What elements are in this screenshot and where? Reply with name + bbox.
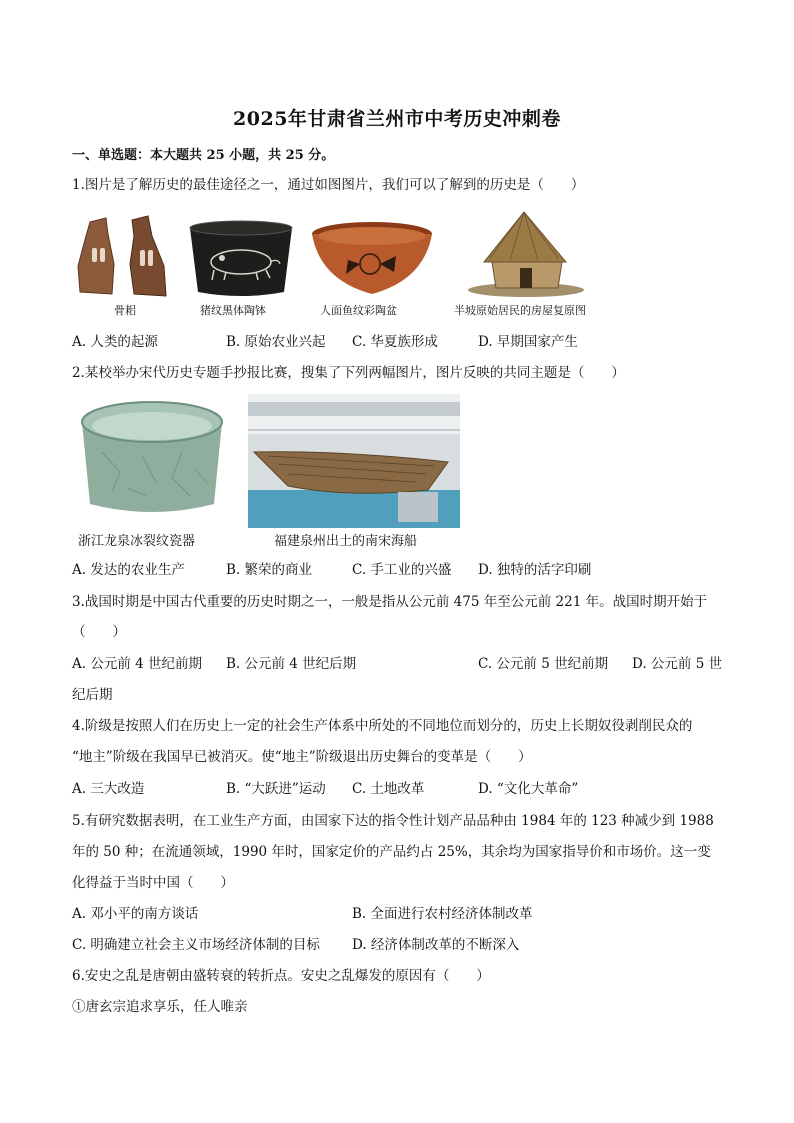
question-3-stem-line2: （ ） (72, 624, 126, 640)
q5-option-b[interactable]: B. 全面进行农村经济体制改革 (352, 906, 533, 922)
caption-bone-spade: 骨耜 (114, 304, 136, 317)
q4-option-a[interactable]: A. 三大改造 (72, 781, 145, 797)
q1-option-c[interactable]: C. 华夏族形成 (352, 334, 438, 350)
question-5-stem-line1: 5.有研究数据表明，在工业生产方面，由国家下达的指令性计划产品品种由 1984 年的 123 种减少到 1988 (72, 813, 714, 829)
question-3-stem-line1: 3.战国时期是中国古代重要的历史时期之一，一般是指从公元前 475 年至公元前 221 年。战国时期开始于 (72, 594, 708, 610)
banpo-house-image (466, 208, 584, 298)
caption-fish-basin: 人面鱼纹彩陶盆 (320, 304, 397, 317)
question-6-item-1: ①唐玄宗追求享乐，任人唯亲 (72, 999, 248, 1015)
question-5-stem-line3: 化得益于当时中国（ ） (72, 875, 234, 891)
q5-option-c[interactable]: C. 明确建立社会主义市场经济体制的目标 (72, 937, 320, 953)
caption-pig-pottery: 猪纹黑体陶钵 (200, 304, 266, 317)
q3-option-b[interactable]: B. 公元前 4 世纪后期 (226, 656, 357, 672)
question-1-stem: 1.图片是了解历史的最佳途径之一，通过如图图片，我们可以了解到的历史是（ ） (72, 177, 585, 193)
q1-option-b[interactable]: B. 原始农业兴起 (226, 334, 326, 350)
caption-celadon: 浙江龙泉冰裂纹瓷器 (78, 534, 196, 549)
fish-face-basin-image (310, 220, 434, 298)
celadon-bowl-image (72, 392, 232, 524)
q3-option-a[interactable]: A. 公元前 4 世纪前期 (72, 656, 203, 672)
q4-option-c[interactable]: C. 土地改革 (352, 781, 425, 797)
q2-option-a[interactable]: A. 发达的农业生产 (72, 562, 185, 578)
question-2-stem: 2.某校举办宋代历史专题手抄报比赛，搜集了下列两幅图片，图片反映的共同主题是（ ） (72, 365, 625, 381)
q1-option-d[interactable]: D. 早期国家产生 (478, 334, 578, 350)
q2-option-b[interactable]: B. 繁荣的商业 (226, 562, 313, 578)
question-4-stem-line2: “地主”阶级在我国早已被消灭。使“地主”阶级退出历史舞台的变革是（ ） (72, 749, 532, 765)
q2-option-d[interactable]: D. 独特的活字印刷 (478, 562, 592, 578)
caption-banpo-house: 半坡原始居民的房屋复原图 (454, 304, 586, 317)
q5-option-d[interactable]: D. 经济体制改革的不断深入 (352, 937, 520, 953)
q4-option-b[interactable]: B. “大跃进”运动 (226, 781, 326, 797)
song-ship-image (248, 394, 460, 528)
q3-option-d[interactable]: D. 公元前 5 世 (632, 656, 723, 672)
question-4-stem-line1: 4.阶级是按照人们在历史上一定的社会生产体系中所处的不同地位而划分的，历史上长期奴役剥削民众的 (72, 718, 693, 734)
q1-option-a[interactable]: A. 人类的起源 (72, 334, 158, 350)
q2-option-c[interactable]: C. 手工业的兴盛 (352, 562, 452, 578)
caption-song-ship: 福建泉州出土的南宋海船 (274, 534, 418, 549)
q3-option-d-wrap: 纪后期 (72, 687, 113, 703)
pig-pottery-bowl-image (186, 218, 296, 300)
section-heading: 一、单选题：本大题共 25 小题，共 25 分。 (72, 148, 335, 163)
q5-option-a[interactable]: A. 邓小平的南方谈话 (72, 906, 199, 922)
question-6-stem: 6.安史之乱是唐朝由盛转衰的转折点。安史之乱爆发的原因有（ ） (72, 968, 490, 984)
page-title: 2025年甘肃省兰州市中考历史冲刺卷 (233, 108, 561, 130)
question-5-stem-line2: 年的 50 种；在流通领域，1990 年时，国家定价的产品约占 25%，其余均为国家指导价和市场价。这一变 (72, 844, 711, 860)
bone-spade-image (72, 214, 172, 298)
q4-option-d[interactable]: D. “文化大革命” (478, 781, 579, 797)
q3-option-c[interactable]: C. 公元前 5 世纪前期 (478, 656, 609, 672)
